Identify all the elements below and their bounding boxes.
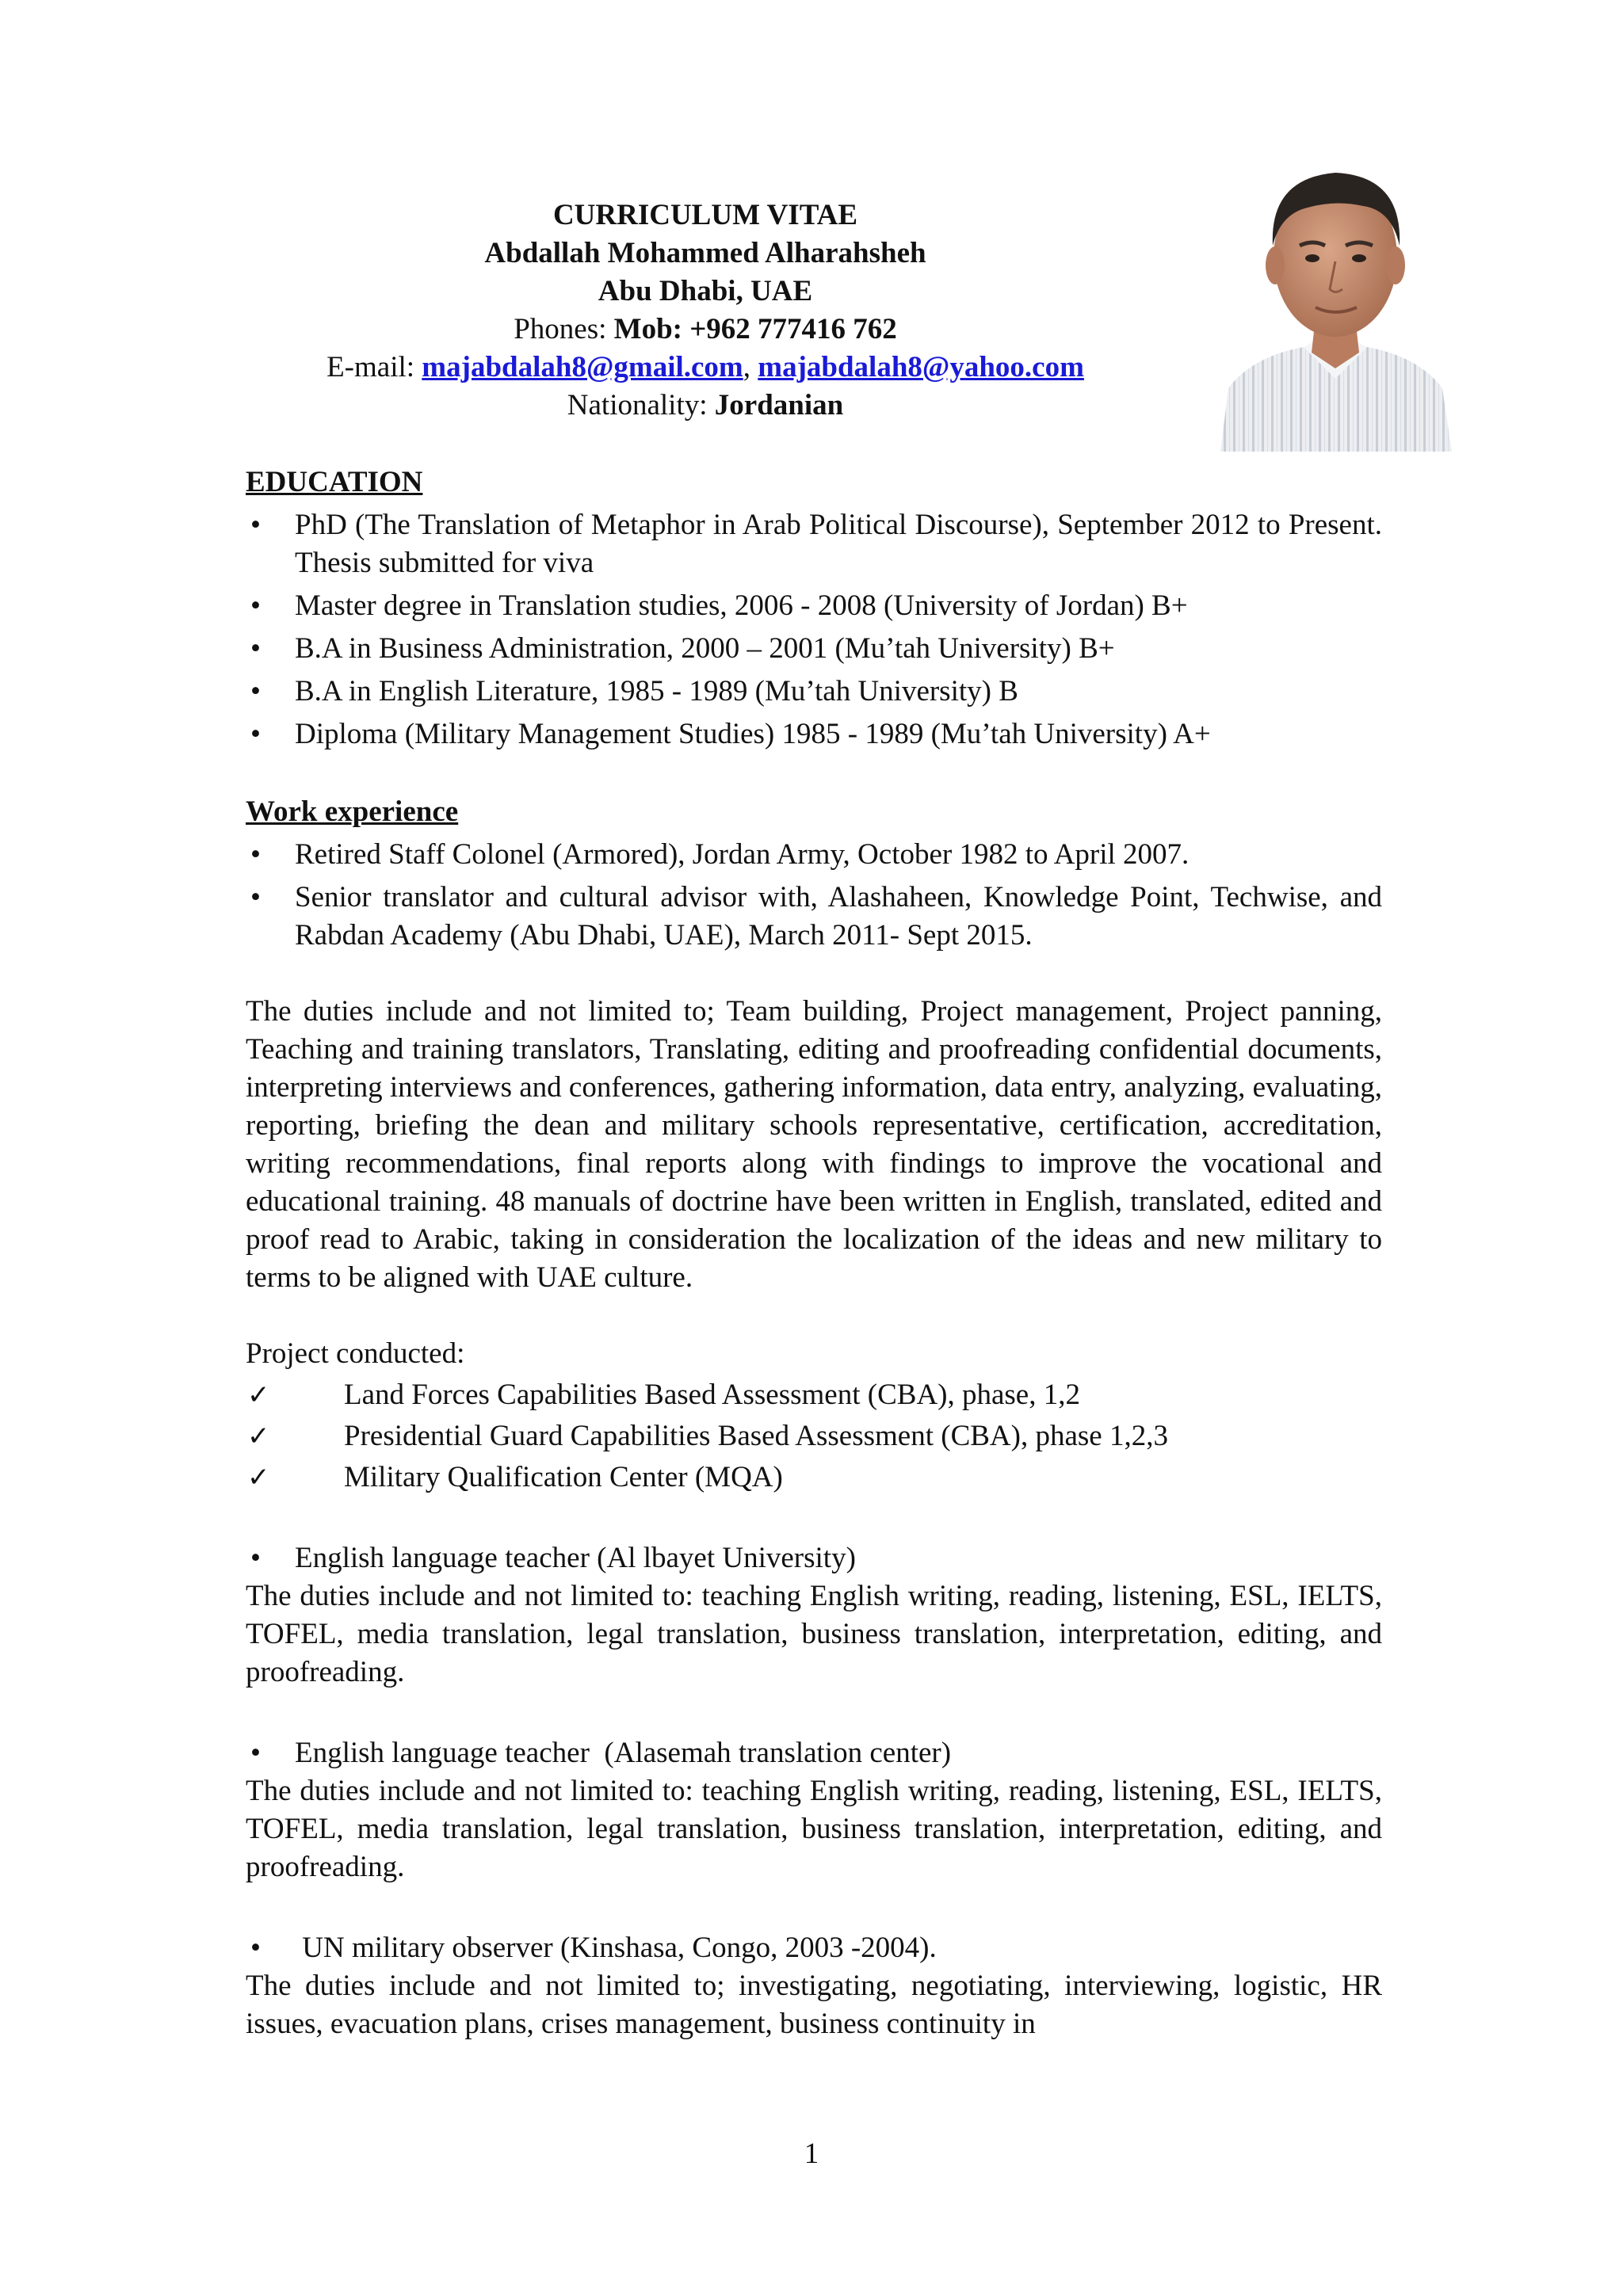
project-item: ✓ Military Qualification Center (MQA) [246, 1459, 1382, 1497]
phones-line [246, 311, 1165, 349]
education-item: • Master degree in Translation studies, 2006 - 2008 (University of Jordan) B+ [246, 587, 1382, 625]
teacher-item: • English language teacher (Alasemah translation center) [246, 1734, 1382, 1772]
un-observer-list [246, 1929, 1382, 1967]
work-list [246, 836, 1382, 955]
teacher-duties: The duties include and not limited to: teaching English writing, reading, listening, ESL, IELTS, TOFEL, media translation, legal translation, business translation, interpretation, editing, and proofreading. [246, 1775, 1382, 1883]
teacher-item: • English language teacher (Al lbayet University) [246, 1539, 1382, 1577]
teacher-duties: The duties include and not limited to: teaching English writing, reading, listening, ESL, IELTS, TOFEL, media translation, legal translation, business translation, interpretation, editing, and proofreading. [246, 1580, 1382, 1688]
education-item: • PhD (The Translation of Metaphor in Arab Political Discourse), September 2012 to Present. Thesis submitted for viva [246, 506, 1382, 582]
teacher-list-2 [246, 1734, 1382, 1772]
education-list [246, 506, 1382, 753]
page-number: 1 [804, 2138, 819, 2170]
email-separator: , [743, 351, 758, 383]
email-label: E-mail: [327, 351, 422, 383]
un-observer-item: • UN military observer (Kinshasa, Congo, 2003 -2004). [246, 1929, 1382, 1967]
work-item: • Retired Staff Colonel (Armored), Jordan Army, October 1982 to April 2007. [246, 836, 1382, 874]
work-experience-heading: Work experience [246, 795, 459, 828]
phones-value: Mob: +962 777416 762 [613, 313, 897, 345]
project-item: ✓ Land Forces Capabilities Based Assessment (CBA), phase, 1,2 [246, 1376, 1382, 1414]
email-line [246, 349, 1165, 387]
profile-photo [1205, 127, 1466, 452]
nationality-label: Nationality: [567, 389, 715, 421]
email-link-gmail[interactable]: majabdalah8@gmail.com [422, 351, 743, 383]
person-location: Abu Dhabi, UAE [598, 275, 813, 307]
cv-body [246, 463, 1382, 2043]
cv-title: CURRICULUM VITAE [552, 199, 858, 231]
person-name: Abdallah Mohammed Alharahsheh [484, 237, 926, 269]
un-duties: The duties include and not limited to; investigating, negotiating, interviewing, logistic, HR issues, evacuation plans, crises management, business continuity in [246, 1970, 1382, 2040]
project-item: ✓ Presidential Guard Capabilities Based Assessment (CBA), phase 1,2,3 [246, 1417, 1382, 1455]
education-heading: EDUCATION [246, 466, 423, 498]
work-item: • Senior translator and cultural advisor with, Alashaheen, Knowledge Point, Techwise, and Rabdan Academy (Abu Dhabi, UAE), March 2011- Sept 2015. [246, 879, 1382, 955]
nationality-line [246, 387, 1165, 425]
education-item: • B.A in Business Administration, 2000 – 2001 (Mu’tah University) B+ [246, 630, 1382, 668]
cv-header [246, 196, 1165, 425]
education-item: • Diploma (Military Management Studies) 1985 - 1989 (Mu’tah University) A+ [246, 715, 1382, 753]
nationality-value: Jordanian [714, 389, 844, 421]
projects-label: Project conducted: [246, 1337, 465, 1370]
teacher-list-1 [246, 1539, 1382, 1577]
phones-label: Phones: [514, 313, 614, 345]
duties-paragraph: The duties include and not limited to; Team building, Project management, Project panning, Teaching and training translators, Translating, editing and proofreading confidential documents, interpreting interviews and conferences, gathering information, data entry, analyzing, evaluating, reporting, briefing the dean and military schools representative, certification, accreditation, writing recommendations, final reports along with findings to improve the vocational and educational training. 48 manuals of doctrine have been written in English, translated, edited and proof read to Arabic, taking in consideration the localization of the ideas and new military to terms to be aligned with UAE culture. [246, 995, 1382, 1294]
email-link-yahoo[interactable]: majabdalah8@yahoo.com [758, 351, 1084, 383]
education-item: • B.A in English Literature, 1985 - 1989 (Mu’tah University) B [246, 673, 1382, 711]
projects-list [246, 1376, 1382, 1497]
